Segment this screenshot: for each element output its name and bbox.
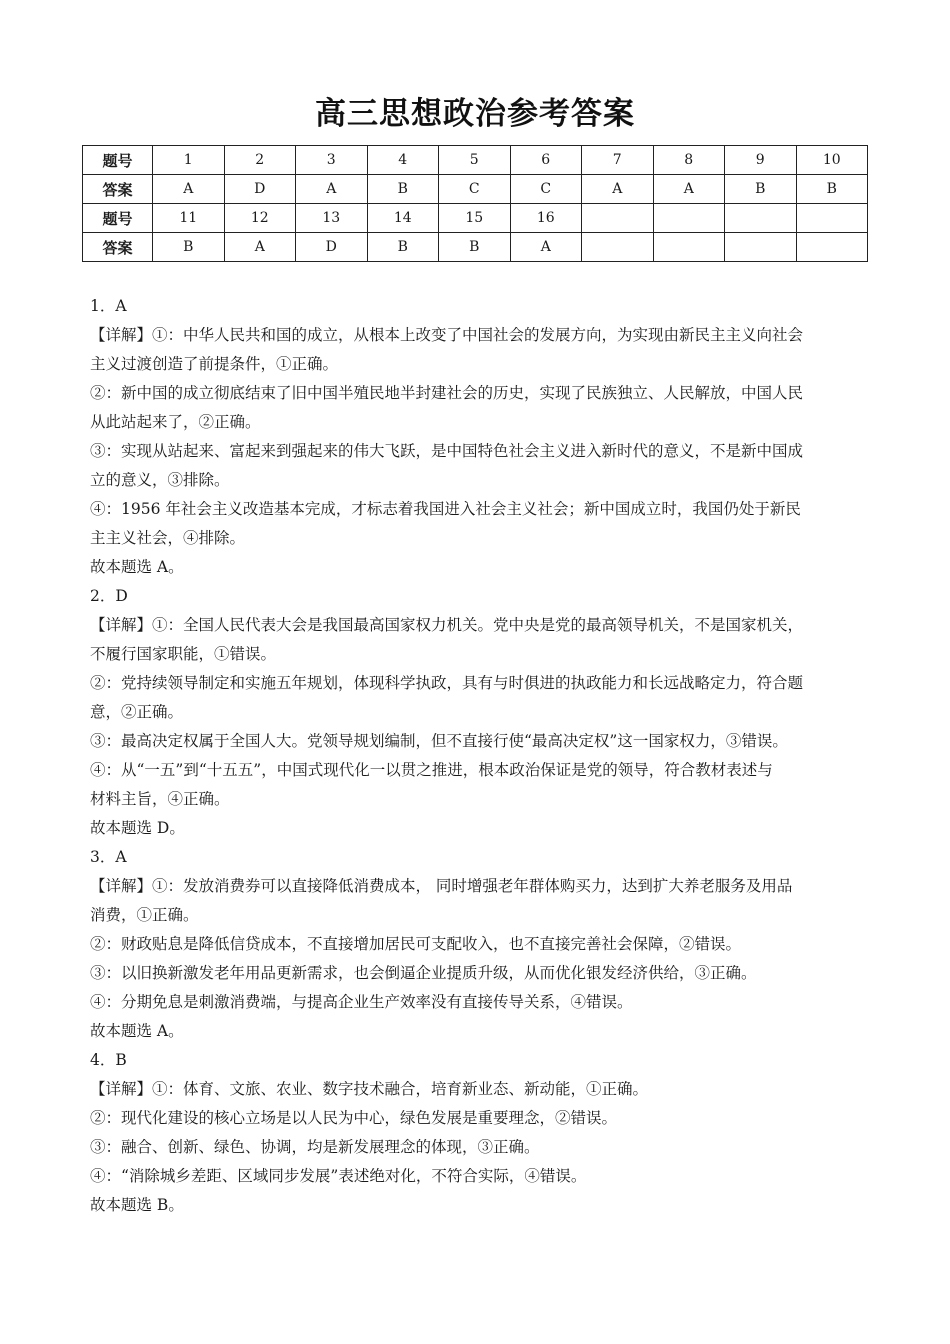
table-cell (725, 233, 797, 262)
table-row (83, 233, 868, 262)
table-cell: 2 (224, 146, 296, 175)
table-cell: B (153, 233, 225, 262)
table-cell (796, 204, 868, 233)
table-cell: C (510, 175, 582, 204)
table-cell: C (439, 175, 511, 204)
table-cell: 12 (224, 204, 296, 233)
table-cell: 3 (296, 146, 368, 175)
text-line: 【详解】①：发放消费券可以直接降低消费成本， 同时增强老年群体购买力，达到扩大养老服务及用品 (90, 877, 793, 895)
table-cell: A (153, 175, 225, 204)
table-cell: A (224, 233, 296, 262)
text-line: ②：党持续领导制定和实施五年规划，体现科学执政，具有与时俱进的执政能力和长远战略定力，符合题 (90, 674, 804, 692)
text-line: 【详解】①：体育、文旅、农业、数字技术融合，培育新业态、新动能，①正确。 (90, 1080, 649, 1098)
table-cell: 4 (367, 146, 439, 175)
text-line: 2．D (90, 587, 128, 605)
text-line: ④：分期免息是刺激消费端，与提高企业生产效率没有直接传导关系，④错误。 (90, 993, 633, 1011)
table-cell: 9 (725, 146, 797, 175)
table-cell: 15 (439, 204, 511, 233)
table-cell: A (582, 175, 654, 204)
table-cell (582, 204, 654, 233)
table-row-label: 答案 (83, 175, 153, 204)
text-line: 消费，①正确。 (90, 906, 199, 924)
text-line: ②：新中国的成立彻底结束了旧中国半殖民地半封建社会的历史，实现了民族独立、人民解放，中国人民 (90, 384, 804, 402)
text-line: 故本题选 A。 (90, 558, 184, 576)
table-row-label: 答案 (83, 233, 153, 262)
text-line: 故本题选 B。 (90, 1196, 184, 1214)
text-line: ②：财政贴息是降低信贷成本，不直接增加居民可支配收入，也不直接完善社会保障，②错误。 (90, 935, 742, 953)
answer-table (82, 145, 868, 262)
table-cell: 14 (367, 204, 439, 233)
text-line: ④：从“一五”到“十五五”，中国式现代化一以贯之推进，根本政治保证是党的领导，符合教材表述与 (90, 761, 773, 779)
table-cell (653, 204, 725, 233)
table-cell: 11 (153, 204, 225, 233)
table-cell: B (439, 233, 511, 262)
text-line: 故本题选 D。 (90, 819, 185, 837)
table-cell: D (296, 233, 368, 262)
text-line: ③：以旧换新激发老年用品更新需求，也会倒逼企业提质升级，从而优化银发经济供给，③正确。 (90, 964, 757, 982)
table-cell: B (725, 175, 797, 204)
text-line: ③：最高决定权属于全国人大。党领导规划编制，但不直接行使“最高决定权”这一国家权力，③错误。 (90, 732, 788, 750)
table-cell (725, 204, 797, 233)
text-line: 【详解】①：全国人民代表大会是我国最高国家权力机关。党中央是党的最高领导机关，不是国家机关， (90, 616, 804, 634)
table-cell (653, 233, 725, 262)
table-row-label: 题号 (83, 146, 153, 175)
table-row (83, 175, 868, 204)
table-row (83, 204, 868, 233)
text-line: 3．A (90, 848, 127, 866)
text-line: 4．B (90, 1051, 127, 1069)
table-cell: 16 (510, 204, 582, 233)
text-line: 意，②正确。 (90, 703, 184, 721)
table-cell: 8 (653, 146, 725, 175)
table-cell: 7 (582, 146, 654, 175)
text-line: ③：实现从站起来、富起来到强起来的伟大飞跃，是中国特色社会主义进入新时代的意义，不是新中国成 (90, 442, 804, 460)
text-line: ④：“消除城乡差距、区域同步发展”表述绝对化，不符合实际，④错误。 (90, 1167, 587, 1185)
table-cell: 10 (796, 146, 868, 175)
table-row (83, 146, 868, 175)
table-cell: D (224, 175, 296, 204)
table-row-label: 题号 (83, 204, 153, 233)
text-line: 1．A (90, 297, 127, 315)
table-cell: A (510, 233, 582, 262)
text-line: 不履行国家职能，①错误。 (90, 645, 277, 663)
table-cell: B (367, 233, 439, 262)
table-cell: B (796, 175, 868, 204)
table-cell: 13 (296, 204, 368, 233)
table-cell: A (296, 175, 368, 204)
text-line: 材料主旨，④正确。 (90, 790, 230, 808)
text-line: ②：现代化建设的核心立场是以人民为中心，绿色发展是重要理念，②错误。 (90, 1109, 618, 1127)
table-cell: 6 (510, 146, 582, 175)
table-cell: 5 (439, 146, 511, 175)
page-title: 高三思想政治参考答案 (315, 96, 635, 132)
table-cell (796, 233, 868, 262)
table-cell: 1 (153, 146, 225, 175)
text-line: 立的意义，③排除。 (90, 471, 230, 489)
text-line: 主主义社会，④排除。 (90, 529, 246, 547)
table-cell: A (653, 175, 725, 204)
text-line: ③：融合、创新、绿色、协调，均是新发展理念的体现，③正确。 (90, 1138, 540, 1156)
text-line: 【详解】①：中华人民共和国的成立，从根本上改变了中国社会的发展方向，为实现由新民主主义向社会 (90, 326, 804, 344)
table-cell: B (367, 175, 439, 204)
table-cell (582, 233, 654, 262)
text-line: 从此站起来了，②正确。 (90, 413, 261, 431)
text-line: 故本题选 A。 (90, 1022, 184, 1040)
text-line: ④：1956 年社会主义改造基本完成，才标志着我国进入社会主义社会；新中国成立时，我国仍处于新民 (90, 500, 801, 518)
explanation-text (90, 292, 862, 1220)
text-line: 主义过渡创造了前提条件，①正确。 (90, 355, 339, 373)
